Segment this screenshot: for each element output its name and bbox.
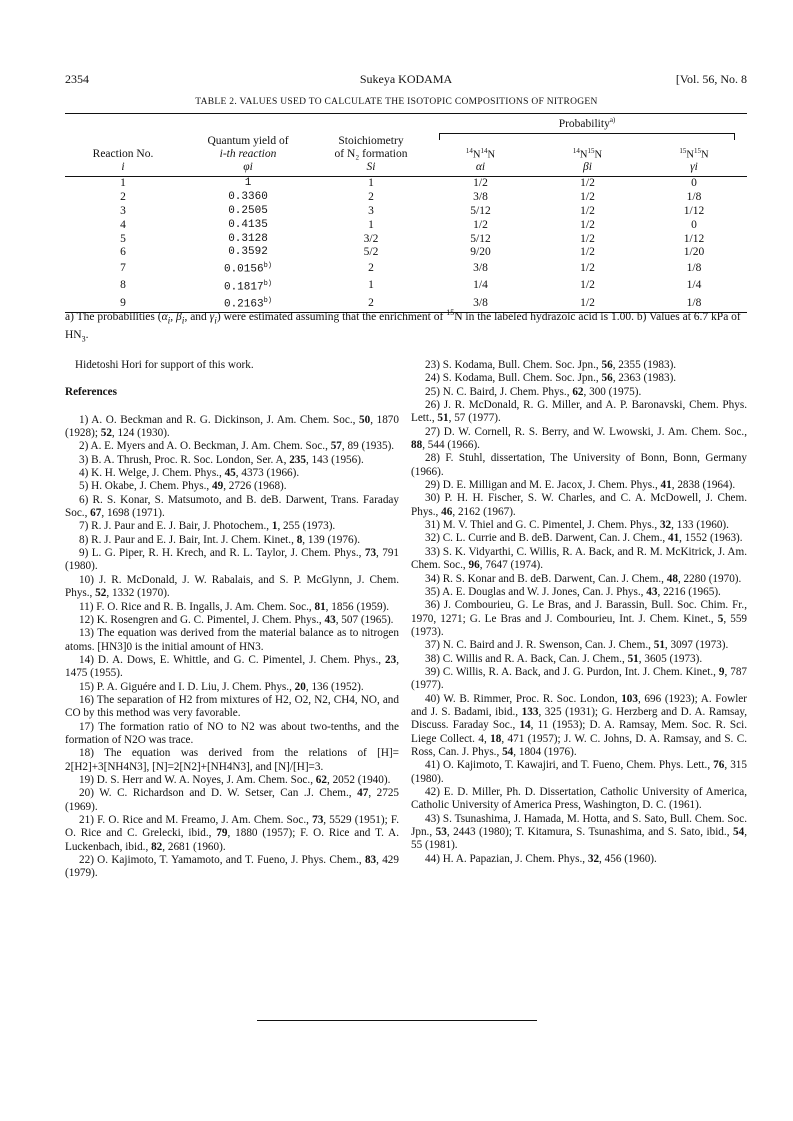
table-cell: 1 [368, 218, 374, 231]
header-quantum [181, 114, 315, 162]
reference-item: 30) P. H. H. Fischer, S. W. Charles, and C. A. McDowell, J. Chem. Phys., 46, 2162 (1967). [411, 492, 747, 518]
table-row [65, 177, 747, 191]
reference-item: 32) C. L. Currie and B. deB. Darwent, Can. J. Chem., 41, 1552 (1963). [425, 532, 743, 545]
header-reaction-label: Reaction No. [92, 148, 154, 161]
reference-item: 24) S. Kodama, Bull. Chem. Soc. Jpn., 56, 2363 (1983). [425, 372, 677, 385]
references-right [411, 359, 747, 866]
table-cell: 1/2 [580, 204, 595, 217]
table-cell: 2 [120, 191, 126, 204]
reference-item: 19) D. S. Herr and W. A. Noyes, J. Am. Chem. Soc., 62, 2052 (1940). [79, 773, 391, 786]
table-cell: 0.0156$^{b)}$ [223, 262, 272, 276]
table-cell: 5/2 [363, 246, 379, 259]
table-row [65, 205, 747, 219]
reference-item: 14) D. A. Dows, E. Whittle, and G. C. Pimentel, J. Chem. Phys., 23, 1475 (1955). [65, 653, 399, 680]
probability-brace [439, 133, 735, 140]
sym-phi: φi [181, 161, 315, 177]
sym-gamma: γi [641, 161, 747, 177]
header-probability-label: Probability$^{a)}$ [558, 116, 616, 130]
references-left [65, 414, 399, 881]
table-cell: 1/4 [473, 279, 488, 292]
header-iso-14-14: $^{14}N^{14}N$ [465, 146, 496, 161]
sym-beta: βi [534, 161, 641, 177]
table-cell: 0.3128 [228, 232, 268, 245]
reference-item: 7) R. J. Paur and E. J. Bair, J. Photochem., 1, 255 (1973). [79, 520, 336, 533]
reference-item: 1) A. O. Beckman and R. G. Dickinson, J. Am. Chem. Soc., 50, 1870 (1928); 52, 124 (1930). [65, 413, 399, 440]
page-header [65, 72, 747, 88]
table-title: TABLE 2. VALUES USED TO CALCULATE THE ISOTOPIC COMPOSITIONS OF NITROGEN [195, 97, 598, 107]
header-quantum-line1: Quantum yield of [207, 135, 289, 148]
reference-item: 21) F. O. Rice and M. Freamo, J. Am. Chem. Soc., 73, 5529 (1951); F. O. Rice and C. Grelecki, ibid., 79, 1880 (1957); F. O. Rice and T. A. Luckenbach, ibid., 82, 2681 (1960). [65, 814, 399, 853]
table-cell: 1/20 [683, 246, 705, 259]
reference-item: 6) R. S. Konar, S. Matsumoto, and B. deB. Darwent, Trans. Faraday Soc., 67, 1698 (1971). [65, 493, 399, 520]
volume-info: [Vol. 56, No. 8 [675, 72, 747, 86]
header-reaction [65, 114, 181, 162]
table-cell: 0.4135 [228, 218, 268, 231]
reference-item: 28) F. Stuhl, dissertation, The University of Bonn, Bonn, Germany (1966). [411, 452, 747, 478]
table-cell: 7 [120, 261, 126, 274]
reference-item: 41) O. Kajimoto, T. Kawajiri, and T. Fueno, Chem. Phys. Lett., 76, 315 (1980). [411, 759, 747, 785]
reference-item: 8) R. J. Paur and E. J. Bair, Int. J. Chem. Kinet., 8, 139 (1976). [79, 533, 361, 546]
table-cell: 1/12 [683, 204, 705, 217]
reference-item: 36) J. Combourieu, G. Le Bras, and J. Barassin, Bull. Soc. Chim. Fr., 1970, 1271; G. Le Bras and J. Combourieu, Int. J. Chem. Kinet., 5, 559 (1973). [411, 599, 747, 638]
sym-alpha: αi [427, 161, 534, 177]
sym-i: i [65, 161, 181, 177]
table-cell: 0.1817$^{b)}$ [223, 279, 272, 294]
table-cell: 1/8 [686, 296, 702, 309]
reference-item: 40) W. B. Rimmer, Proc. R. Soc. London, 103, 696 (1923); A. Fowler and J. S. Badami, ibid., 133, 325 (1931); G. Herzberg and D. A. Ramsay, Discuss. Faraday Soc., 14, 11 (1953); D. A. Ramsay, Mem. Soc. R. Sci. Liege Collect. 4, 18, 471 (1957); J. W. C. Johns, D. A. Ramsay, and S. C. Ross, Can. J. Phys., 54, 1804 (1976). [411, 692, 748, 758]
table-cell: 2 [368, 261, 374, 274]
table-cell: 1/8 [686, 261, 702, 274]
reference-item: 34) R. S. Konar and B. deB. Darwent, Can. J. Chem., 48, 2280 (1970). [425, 572, 742, 585]
table-cell: 5/12 [470, 232, 491, 245]
reference-item: 12) K. Rosengren and G. C. Pimentel, J. Chem. Phys., 43, 507 (1965). [79, 613, 394, 626]
table-cell: 1/2 [580, 232, 595, 245]
table-row [65, 191, 747, 205]
table-cell: 1 [244, 177, 252, 190]
table-row [65, 219, 747, 233]
table-cell: 9/20 [470, 246, 491, 259]
reference-item: 11) F. O. Rice and R. B. Ingalls, J. Am. Chem. Soc., 81, 1856 (1959). [79, 600, 390, 613]
page-number: 2354 [65, 72, 89, 86]
table-cell: 3/2 [363, 232, 379, 245]
reference-item: 29) D. E. Milligan and M. E. Jacox, J. Chem. Phys., 41, 2838 (1964). [425, 479, 736, 492]
table-footnote: a) The probabilities ($\alpha_i$, $\beta_i$, and $\gamma_i$) were estimated assuming that the enrichment of $^{15}$N in the labeled hydrazoic acid is 1.00. b) Values at 6.7 kPa of $HN_3$. [65, 308, 741, 344]
reference-item: 38) C. Willis and R. A. Back, Can. J. Chem., 51, 3605 (1973). [425, 652, 703, 665]
table-cell: 3/8 [473, 191, 488, 204]
header-stoich-line1: Stoichiometry [338, 135, 404, 148]
acknowledgement: Hidetoshi Hori for support of this work. [75, 359, 254, 371]
reference-item: 10) J. R. McDonald, J. W. Rabalais, and S. P. McGlynn, J. Chem. Phys., 52, 1332 (1970). [65, 573, 399, 600]
reference-item: 15) P. A. Giguére and I. D. Liu, J. Chem. Phys., 20, 136 (1952). [79, 680, 364, 693]
reference-item: 23) S. Kodama, Bull. Chem. Soc. Jpn., 56, 2355 (1983). [425, 359, 677, 371]
table-cell: 0 [691, 177, 697, 190]
header-quantum-line2: i-th reaction [219, 148, 277, 161]
reference-item: 33) S. K. Vidyarthi, C. Willis, R. A. Back, and R. M. McKitrick, J. Am. Chem. Soc., 96, 7647 (1974). [411, 545, 747, 572]
sym-s: Si [315, 161, 427, 177]
table-cell: 6 [120, 246, 126, 259]
table-cell: 5 [120, 232, 126, 245]
table-row [65, 233, 747, 247]
table-cell: 3/8 [473, 261, 488, 274]
reference-item: 42) E. D. Miller, Ph. D. Dissertation, Catholic University of America, Catholic University of America Press, Washington, D. C. (1961). [411, 786, 747, 812]
reference-item: 16) The separation of H2 from mixtures of H2, O2, N2, CH4, NO, and CO by this method was very favorable. [65, 693, 399, 720]
table-cell: 3 [368, 204, 374, 217]
references-heading: References [65, 386, 117, 399]
reference-item: 43) S. Tsunashima, J. Hamada, M. Hotta, and S. Sato, Bull. Chem. Soc. Jpn., 53, 2443 (1980); T. Kitamura, S. Tsunashima, and S. Sato, ibid., 54, 55 (1981). [411, 812, 747, 852]
reference-item: 4) K. H. Welge, J. Chem. Phys., 45, 4373 (1966). [79, 467, 300, 480]
table-cell: 1/2 [580, 177, 595, 190]
reference-item: 18) The equation was derived from the relations of [H]= 2[H2]+3[NH4N3], [N]=2[N2]+[NH4N3], and [N]/[H]=3. [65, 747, 399, 773]
running-author: Sukeya KODAMA [359, 72, 453, 86]
table-cell: 1/2 [580, 279, 595, 292]
table-row [65, 260, 747, 277]
table-cell: 2 [368, 191, 374, 204]
reference-item: 2) A. E. Myers and A. O. Beckman, J. Am. Chem. Soc., 57, 89 (1935). [79, 440, 395, 453]
header-stoich-line2: of N₂ formation [334, 148, 408, 161]
table-cell: 1 [368, 279, 374, 292]
table-cell: 1 [120, 177, 126, 190]
table-cell: 8 [120, 279, 126, 292]
reference-item: 39) C. Willis, R. A. Back, and J. G. Purdon, Int. J. Chem. Kinet., 9, 787 (1977). [411, 665, 748, 692]
end-rule [257, 1020, 537, 1021]
reference-item: 5) H. Okabe, J. Chem. Phys., 49, 2726 (1968). [79, 480, 287, 493]
table-cell: 1/2 [473, 177, 488, 190]
reference-item: 37) N. C. Baird and J. R. Swenson, Can. J. Chem., 51, 3097 (1973). [425, 639, 729, 652]
table-cell: 3/8 [473, 296, 488, 309]
reference-item: 20) W. C. Richardson and D. W. Setser, Can .J. Chem., 47, 2725 (1969). [65, 787, 400, 813]
table-cell: 3 [120, 204, 126, 217]
header-probability [427, 114, 747, 143]
left-column [65, 359, 399, 881]
table-cell: 9 [120, 296, 126, 309]
table-cell: 0.3360 [228, 191, 268, 204]
reference-item: 17) The formation ratio of NO to N2 was about two-tenths, and the formation of N2O was trace. [65, 720, 399, 746]
reference-item: 44) H. A. Papazian, J. Chem. Phys., 32, 456 (1960). [425, 852, 657, 865]
table-cell: 0 [691, 218, 697, 231]
reference-item: 31) M. V. Thiel and G. C. Pimentel, J. Chem. Phys., 32, 133 (1960). [425, 519, 729, 532]
table-cell: 1/12 [683, 232, 705, 245]
table-row [65, 246, 747, 260]
table-cell: 1/2 [580, 218, 595, 231]
table-cell: 0.2163$^{b)}$ [223, 297, 272, 311]
table-cell: 1/2 [473, 218, 488, 231]
table-cell: 1/2 [580, 191, 595, 204]
table-body [65, 177, 747, 313]
table-cell: 1/2 [580, 246, 595, 259]
table-cell: 1 [368, 177, 374, 190]
table-cell: 4 [120, 218, 126, 231]
table-row [65, 278, 747, 295]
reference-item: 27) D. W. Cornell, R. S. Berry, and W. Lwowski, J. Am. Chem. Soc., 88, 544 (1966). [411, 425, 747, 452]
reference-item: 9) L. G. Piper, R. H. Krech, and R. L. Taylor, J. Chem. Phys., 73, 791 (1980). [65, 547, 400, 573]
table-cell: 0.3592 [228, 246, 268, 259]
table-cell: 2 [368, 296, 374, 309]
reference-item: 35) A. E. Douglas and W. J. Jones, Can. J. Phys., 43, 2216 (1965). [425, 585, 721, 598]
reference-item: 3) B. A. Thrush, Proc. R. Soc. London, Ser. A, 235, 143 (1956). [79, 453, 364, 466]
data-table [65, 113, 747, 313]
table-cell: 1/8 [686, 191, 702, 204]
header-stoich [315, 114, 427, 162]
table-cell: 0.2505 [228, 204, 268, 217]
reference-item: 22) O. Kajimoto, T. Yamamoto, and T. Fueno, J. Phys. Chem., 83, 429 (1979). [65, 854, 399, 880]
table-cell: 1/2 [580, 296, 595, 309]
table-cell: 5/12 [470, 204, 491, 217]
reference-item: 26) J. R. McDonald, R. G. Miller, and A. P. Baronavski, Chem. Phys. Lett., 51, 57 (1977). [411, 399, 747, 425]
table-cell: 1/2 [580, 261, 595, 274]
table-cell: 1/4 [686, 279, 702, 292]
header-iso-14-15: $^{14}N^{15}N$ [572, 146, 603, 161]
right-column [411, 359, 747, 866]
reference-item: 25) N. C. Baird, J. Chem. Phys., 62, 300 (1975). [425, 385, 642, 398]
header-iso-15-15: $^{15}N^{15}N$ [679, 146, 709, 161]
reference-item: 13) The equation was derived from the material balance as to nitrogen atoms. [HN3]0 is the initial amount of HN3. [65, 627, 399, 653]
